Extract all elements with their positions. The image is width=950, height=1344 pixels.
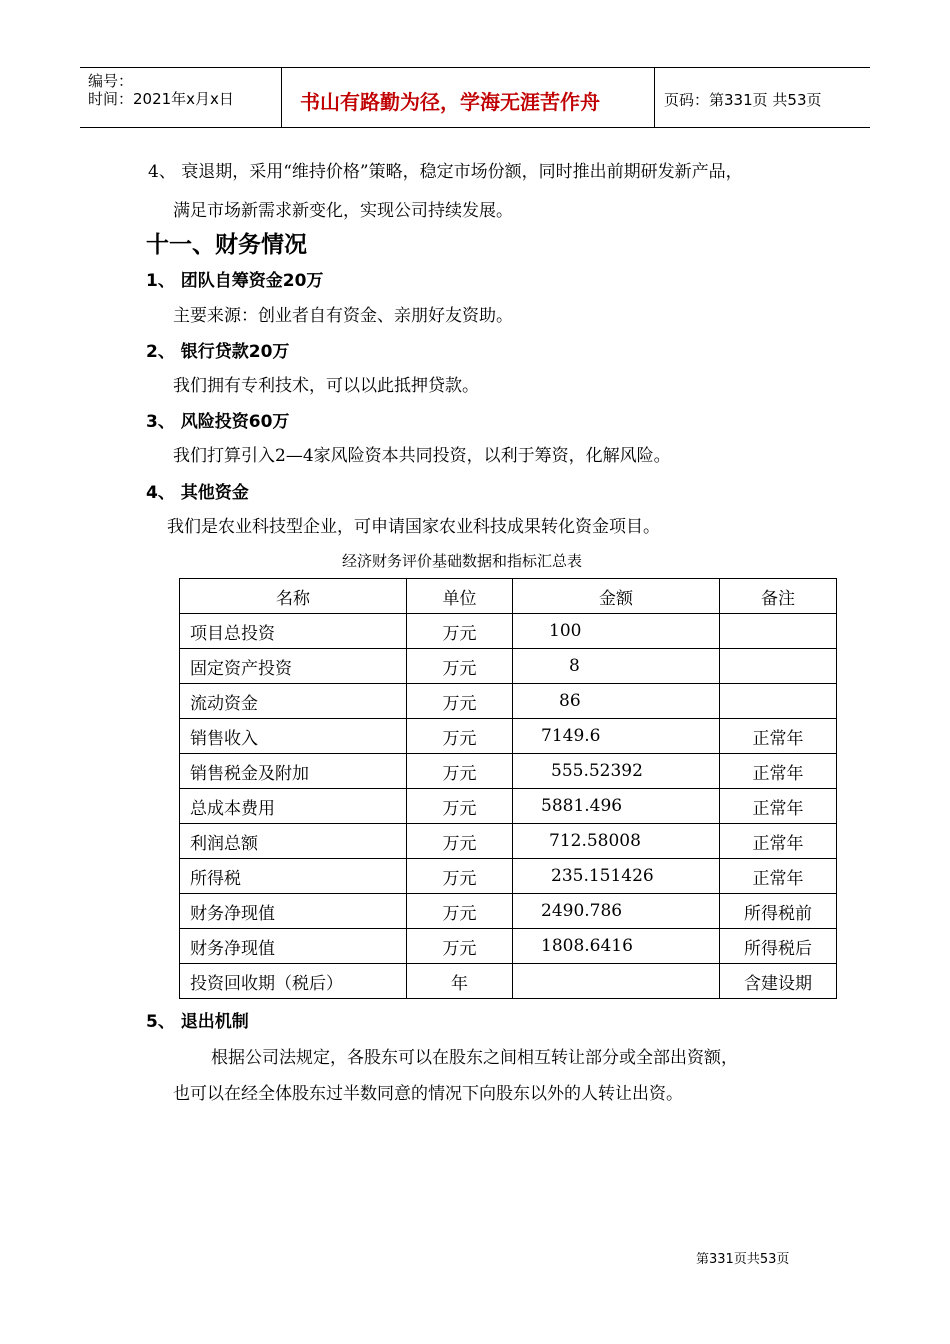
table-header-row xyxy=(180,579,837,614)
cell-amount xyxy=(513,964,720,999)
table-row xyxy=(180,754,837,789)
header-divider xyxy=(654,67,655,128)
cell-note: 正常年 xyxy=(720,754,837,789)
column-header-amount: 金额 xyxy=(513,579,720,614)
item4-line1: 4、 衰退期，采用“维持价格”策略，稳定市场份额，同时推出前期研发新产品， xyxy=(148,162,743,182)
cell-name: 投资回收期（税后） xyxy=(180,964,407,999)
cell-note: 正常年 xyxy=(720,789,837,824)
cell-unit: 万元 xyxy=(407,649,513,684)
table-row xyxy=(180,964,837,999)
header-top-rule xyxy=(80,67,870,68)
cell-name: 项目总投资 xyxy=(180,614,407,649)
cell-unit: 万元 xyxy=(407,824,513,859)
header-page-label: 页码：第331页 共53页 xyxy=(664,91,822,109)
subsection-body-5-line1: 根据公司法规定，各股东可以在股东之间相互转让部分或全部出资额， xyxy=(211,1048,738,1068)
table-row xyxy=(180,929,837,964)
cell-note: 正常年 xyxy=(720,859,837,894)
column-header-name: 名称 xyxy=(180,579,407,614)
table-row xyxy=(180,684,837,719)
cell-name: 总成本费用 xyxy=(180,789,407,824)
cell-note: 所得税前 xyxy=(720,894,837,929)
cell-note xyxy=(720,684,837,719)
table-row xyxy=(180,614,837,649)
subsection-body-5-line2: 也可以在经全体股东过半数同意的情况下向股东以外的人转让出资。 xyxy=(173,1084,683,1104)
subsection-title-5: 5、 退出机制 xyxy=(146,1012,249,1032)
section-title: 十一、财务情况 xyxy=(146,232,307,258)
table-row xyxy=(180,824,837,859)
table-caption: 经济财务评价基础数据和指标汇总表 xyxy=(342,552,583,570)
cell-amount: 712.58008 xyxy=(513,824,720,859)
subsection-body-3: 我们打算引入2—4家风险资本共同投资，以利于筹资，化解风险。 xyxy=(173,446,671,466)
subsection-title-3: 3、 风险投资60万 xyxy=(146,412,290,432)
cell-unit: 万元 xyxy=(407,754,513,789)
cell-note: 正常年 xyxy=(720,719,837,754)
document-date-label: 时间：2021年x月x日 xyxy=(88,90,234,108)
cell-name: 财务净现值 xyxy=(180,929,407,964)
cell-amount: 100 xyxy=(513,614,720,649)
cell-amount: 555.52392 xyxy=(513,754,720,789)
cell-unit: 年 xyxy=(407,964,513,999)
cell-name: 财务净现值 xyxy=(180,894,407,929)
subsection-body-4: 我们是农业科技型企业，可申请国家农业科技成果转化资金项目。 xyxy=(167,517,660,537)
cell-unit: 万元 xyxy=(407,894,513,929)
subsection-title-1: 1、 团队自筹资金20万 xyxy=(146,271,324,291)
header-divider xyxy=(281,67,282,128)
cell-amount: 86 xyxy=(513,684,720,719)
cell-unit: 万元 xyxy=(407,929,513,964)
header-motto: 书山有路勤为径，学海无涯苦作舟 xyxy=(300,90,600,114)
cell-name: 销售税金及附加 xyxy=(180,754,407,789)
cell-note: 含建设期 xyxy=(720,964,837,999)
subsection-title-4: 4、 其他资金 xyxy=(146,483,249,503)
cell-name: 固定资产投资 xyxy=(180,649,407,684)
subsection-title-2: 2、 银行贷款20万 xyxy=(146,342,290,362)
item4-line2: 满足市场新需求新变化，实现公司持续发展。 xyxy=(173,201,513,221)
cell-amount: 5881.496 xyxy=(513,789,720,824)
cell-unit: 万元 xyxy=(407,789,513,824)
subsection-body-1: 主要来源：创业者自有资金、亲朋好友资助。 xyxy=(173,306,513,326)
cell-unit: 万元 xyxy=(407,859,513,894)
cell-name: 利润总额 xyxy=(180,824,407,859)
cell-name: 流动资金 xyxy=(180,684,407,719)
cell-name: 所得税 xyxy=(180,859,407,894)
column-header-note: 备注 xyxy=(720,579,837,614)
cell-amount: 235.151426 xyxy=(513,859,720,894)
cell-amount: 2490.786 xyxy=(513,894,720,929)
cell-note: 所得税后 xyxy=(720,929,837,964)
footer-page-number: 第331页共53页 xyxy=(696,1252,790,1267)
cell-unit: 万元 xyxy=(407,614,513,649)
cell-note xyxy=(720,614,837,649)
table-row xyxy=(180,719,837,754)
table-row xyxy=(180,894,837,929)
cell-amount: 8 xyxy=(513,649,720,684)
document-number-label: 编号： xyxy=(88,72,134,90)
cell-amount: 1808.6416 xyxy=(513,929,720,964)
table-row xyxy=(180,859,837,894)
header-bottom-rule xyxy=(80,127,870,128)
cell-unit: 万元 xyxy=(407,684,513,719)
cell-amount: 7149.6 xyxy=(513,719,720,754)
subsection-body-2: 我们拥有专利技术，可以以此抵押贷款。 xyxy=(173,376,479,396)
table-row xyxy=(180,649,837,684)
column-header-unit: 单位 xyxy=(407,579,513,614)
cell-name: 销售收入 xyxy=(180,719,407,754)
table-row xyxy=(180,789,837,824)
cell-unit: 万元 xyxy=(407,719,513,754)
financial-summary-table xyxy=(179,578,837,999)
cell-note xyxy=(720,649,837,684)
cell-note: 正常年 xyxy=(720,824,837,859)
